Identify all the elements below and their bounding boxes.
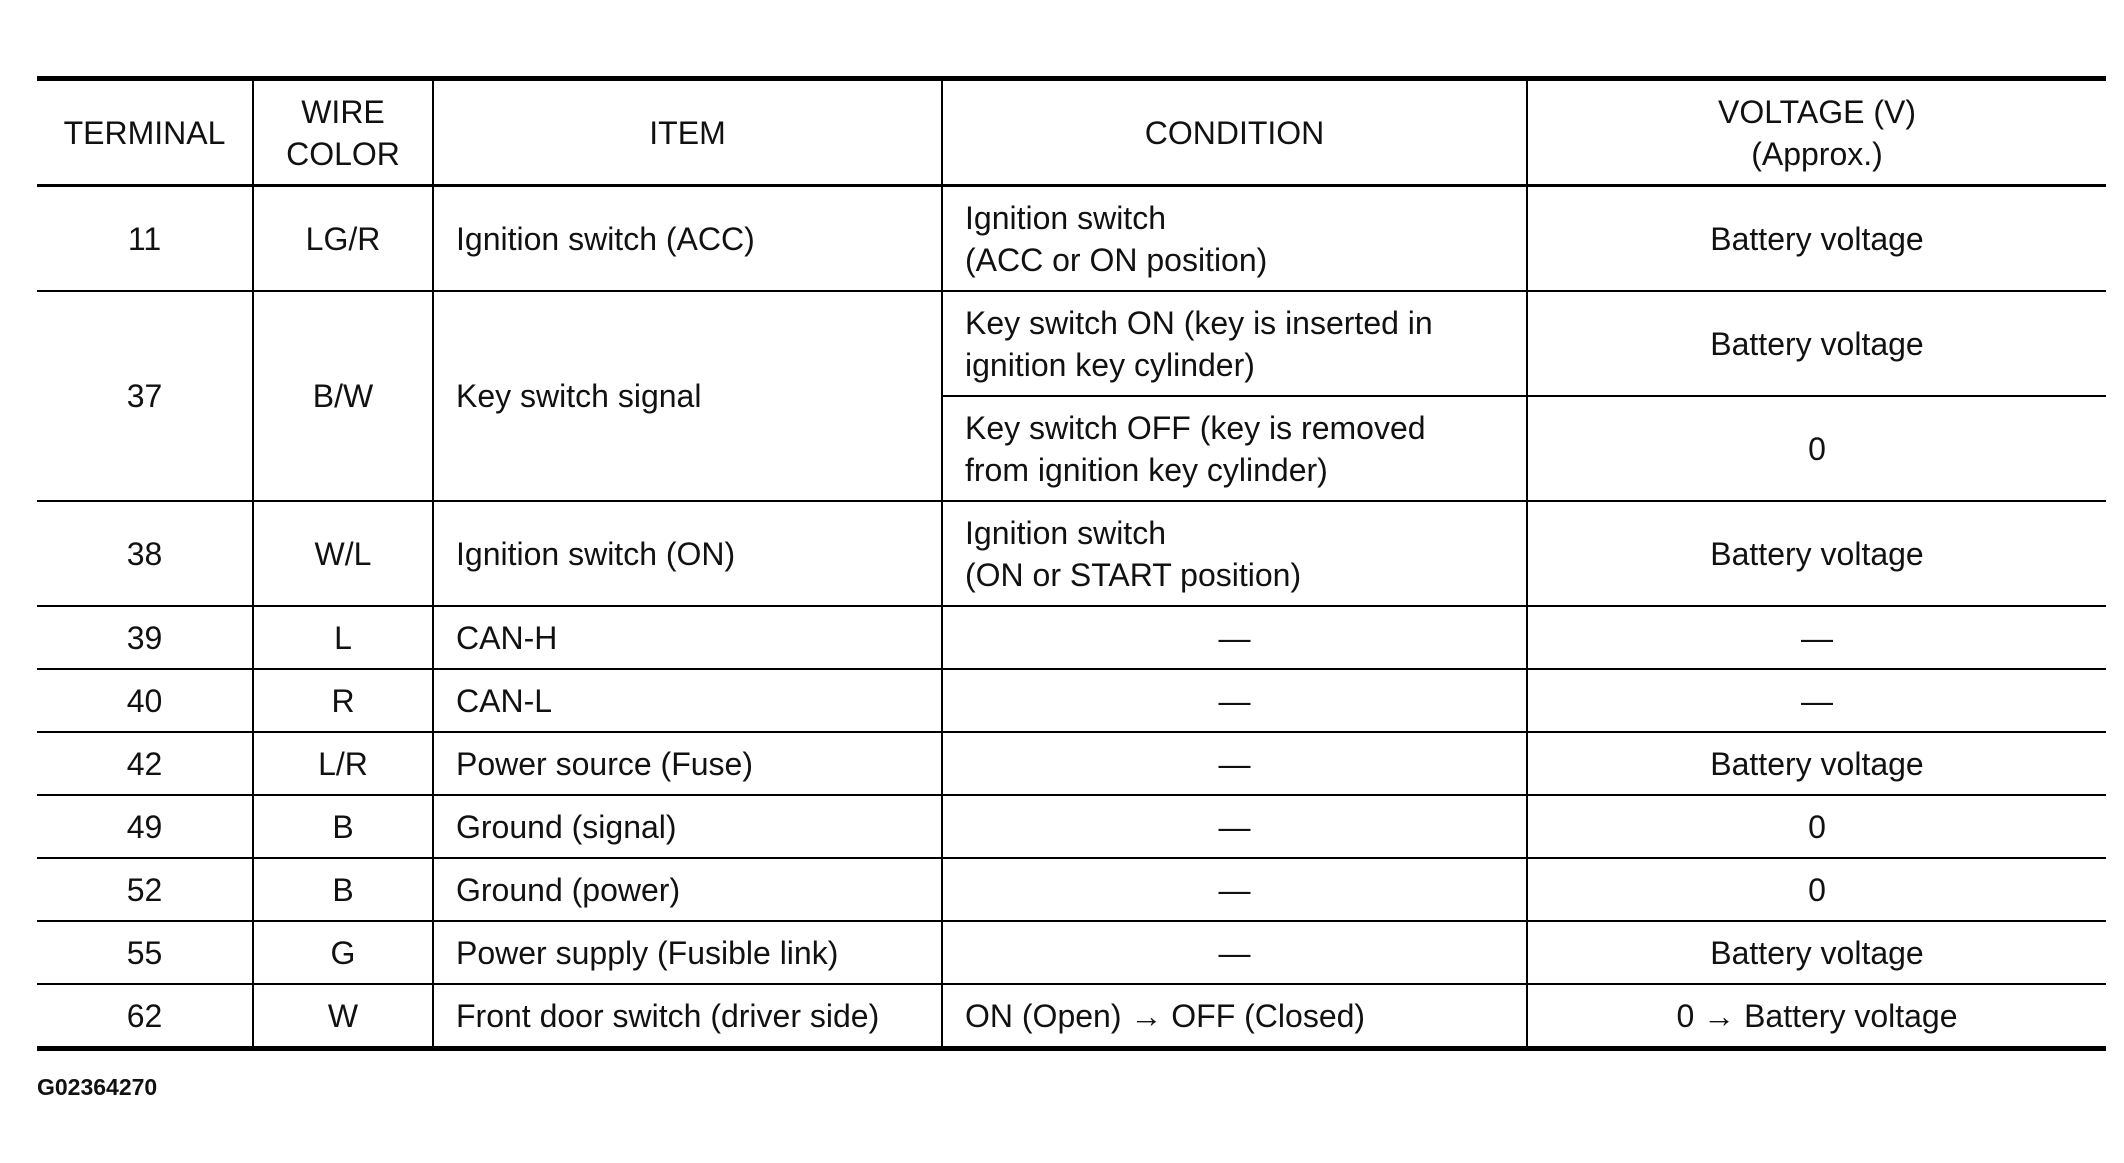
terminal-cell: 39: [37, 606, 253, 669]
header-wire-color-line1: WIRE: [301, 93, 385, 130]
terminal-cell: 52: [37, 858, 253, 921]
table-row: [37, 984, 2106, 1049]
condition-cell: [942, 984, 1527, 1049]
header-item: ITEM: [433, 79, 942, 186]
voltage-cell: 0 → Battery voltage: [1527, 984, 2106, 1049]
table-row: [37, 921, 2106, 984]
wire-color-cell: W: [253, 984, 433, 1049]
voltage-cell: 0: [1527, 795, 2106, 858]
header-row: [37, 79, 2106, 186]
table-row: [37, 669, 2106, 732]
condition-line: —: [1218, 871, 1251, 908]
header-voltage: [1527, 79, 2106, 186]
voltage-cell: Battery voltage: [1527, 501, 2106, 606]
condition-line: —: [1218, 745, 1251, 782]
voltage-cell: 0: [1527, 396, 2106, 501]
condition-cell: [942, 732, 1527, 795]
wire-color-cell: L: [253, 606, 433, 669]
table-row: [37, 858, 2106, 921]
condition-line: Ignition switch: [965, 199, 1166, 236]
condition-cell: [942, 396, 1527, 501]
condition-line: Ignition switch: [965, 514, 1166, 551]
header-voltage-line1: VOLTAGE (V): [1718, 93, 1916, 130]
wire-color-cell: LG/R: [253, 186, 433, 292]
header-voltage-line2: (Approx.): [1751, 135, 1883, 172]
condition-cell: [942, 921, 1527, 984]
condition-cell: [942, 606, 1527, 669]
wire-color-cell: B: [253, 795, 433, 858]
wire-color-cell: W/L: [253, 501, 433, 606]
terminal-cell: 49: [37, 795, 253, 858]
item-cell: CAN-H: [433, 606, 942, 669]
item-cell: Front door switch (driver side): [433, 984, 942, 1049]
voltage-cell: —: [1527, 606, 2106, 669]
voltage-cell: Battery voltage: [1527, 732, 2106, 795]
voltage-cell: Battery voltage: [1527, 186, 2106, 292]
header-wire-color: [253, 79, 433, 186]
header-condition: CONDITION: [942, 79, 1527, 186]
condition-line: —: [1218, 619, 1251, 656]
condition-line: ON (Open) → OFF (Closed): [965, 997, 1366, 1034]
condition-line: from ignition key cylinder): [965, 451, 1328, 488]
item-cell: Ignition switch (ON): [433, 501, 942, 606]
item-cell: Key switch signal: [433, 291, 942, 501]
terminal-cell: 55: [37, 921, 253, 984]
condition-cell: [942, 186, 1527, 292]
item-cell: Power supply (Fusible link): [433, 921, 942, 984]
voltage-cell: 0: [1527, 858, 2106, 921]
figure-id: G02364270: [37, 1074, 158, 1100]
table-row: [37, 606, 2106, 669]
condition-line: ignition key cylinder): [965, 346, 1255, 383]
table-row: [37, 501, 2106, 606]
terminal-cell: 40: [37, 669, 253, 732]
wire-color-cell: B/W: [253, 291, 433, 501]
condition-line: (ACC or ON position): [965, 241, 1268, 278]
terminal-cell: 37: [37, 291, 253, 501]
wire-color-cell: L/R: [253, 732, 433, 795]
table-row: [37, 186, 2106, 292]
item-cell: CAN-L: [433, 669, 942, 732]
terminal-cell: 11: [37, 186, 253, 292]
voltage-cell: Battery voltage: [1527, 291, 2106, 396]
table-row: [37, 291, 2106, 396]
condition-line: Key switch OFF (key is removed: [965, 409, 1426, 446]
condition-cell: [942, 291, 1527, 396]
wire-color-cell: B: [253, 858, 433, 921]
voltage-cell: Battery voltage: [1527, 921, 2106, 984]
condition-line: —: [1218, 682, 1251, 719]
wire-color-cell: R: [253, 669, 433, 732]
condition-line: —: [1218, 934, 1251, 971]
item-cell: Ground (signal): [433, 795, 942, 858]
table-row: [37, 732, 2106, 795]
header-wire-color-line2: COLOR: [286, 135, 400, 172]
condition-cell: [942, 669, 1527, 732]
item-cell: Power source (Fuse): [433, 732, 942, 795]
table-body: [37, 186, 2106, 1049]
table-row: [37, 795, 2106, 858]
condition-line: Key switch ON (key is inserted in: [965, 304, 1433, 341]
condition-line: (ON or START position): [965, 556, 1302, 593]
terminal-cell: 62: [37, 984, 253, 1049]
wire-color-cell: G: [253, 921, 433, 984]
condition-cell: [942, 501, 1527, 606]
voltage-cell: —: [1527, 669, 2106, 732]
item-cell: Ground (power): [433, 858, 942, 921]
terminal-cell: 38: [37, 501, 253, 606]
condition-line: —: [1218, 808, 1251, 845]
item-cell: Ignition switch (ACC): [433, 186, 942, 292]
header-terminal: TERMINAL: [37, 79, 253, 186]
terminal-table-container: [37, 76, 2106, 1051]
condition-cell: [942, 858, 1527, 921]
terminal-cell: 42: [37, 732, 253, 795]
condition-cell: [942, 795, 1527, 858]
terminal-table: [37, 76, 2106, 1051]
